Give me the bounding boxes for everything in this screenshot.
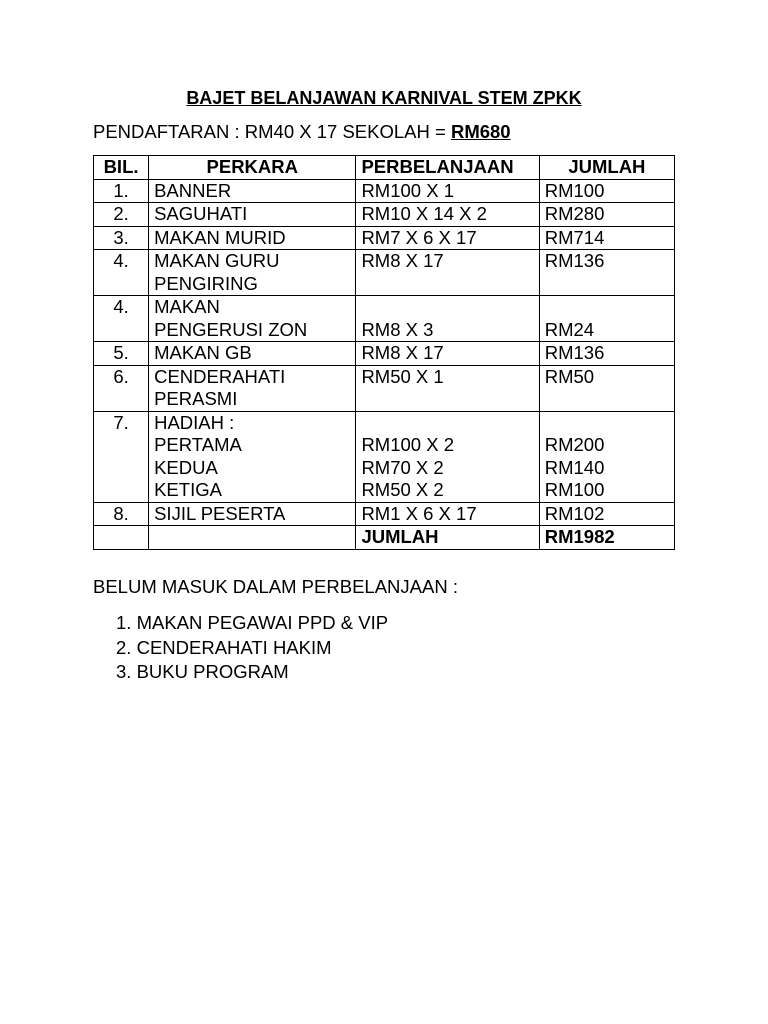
cell-perkara-line: PERASMI — [154, 388, 238, 409]
cell-perbelanjaan — [356, 411, 539, 502]
cell-perbelanjaan-line — [361, 296, 533, 319]
table-row — [94, 365, 675, 411]
list-number: 3. — [116, 661, 137, 682]
header-perbelanjaan: PERBELANJAAN — [356, 156, 539, 180]
cell-perkara-line: PENGIRING — [154, 272, 258, 294]
cell-perkara-line: PERTAMA — [154, 434, 242, 455]
cell-jumlah — [539, 179, 674, 203]
cell-jumlah-line: RM100 — [544, 479, 605, 500]
table-row — [94, 502, 675, 526]
list-text: CENDERAHATI HAKIM — [136, 636, 332, 658]
cell-jumlah-line: RM50 — [544, 365, 595, 387]
cell-perbelanjaan-line: RM8 X 3 — [361, 318, 434, 340]
table-row — [94, 226, 675, 250]
exclusion-list — [116, 611, 388, 685]
cell-jumlah-line: RM136 — [544, 250, 605, 271]
list-number: 1. — [116, 612, 137, 633]
budget-table-body — [94, 179, 675, 526]
footer-empty-bil — [94, 526, 149, 550]
cell-perbelanjaan-line: RM8 X 17 — [361, 342, 444, 363]
cell-jumlah-line: RM140 — [544, 456, 605, 478]
header-jumlah: JUMLAH — [539, 156, 674, 180]
cell-bil: 6. — [94, 365, 149, 411]
exclusion-list-item — [116, 611, 388, 636]
cell-perkara — [149, 502, 356, 526]
cell-perkara-line: HADIAH : — [154, 411, 235, 433]
cell-perkara — [149, 203, 356, 227]
cell-perkara-line: SAGUHATI — [154, 203, 248, 224]
cell-perbelanjaan — [356, 226, 539, 250]
registration-text: PENDAFTARAN : RM40 X 17 SEKOLAH = — [93, 121, 451, 142]
cell-perkara-line: MAKAN MURID — [154, 226, 286, 248]
cell-jumlah — [539, 226, 674, 250]
cell-perbelanjaan — [356, 365, 539, 411]
cell-perbelanjaan-line: RM8 X 17 — [361, 250, 444, 271]
budget-table — [93, 155, 675, 550]
cell-bil: 1. — [94, 179, 149, 203]
exclusion-list-item — [116, 660, 388, 685]
cell-perkara-line: KEDUA — [154, 456, 218, 478]
cell-perbelanjaan — [356, 502, 539, 526]
cell-perkara-line: CENDERAHATI — [154, 365, 286, 387]
cell-perkara — [149, 179, 356, 203]
cell-perkara-line: PENGERUSI ZON — [154, 318, 308, 340]
cell-perkara-line: SIJIL PESERTA — [154, 502, 286, 524]
table-footer-row — [94, 526, 675, 550]
registration-line — [93, 121, 511, 143]
document-title: BAJET BELANJAWAN KARNIVAL STEM ZPKK — [186, 88, 582, 108]
cell-jumlah-line: RM100 — [544, 179, 605, 201]
cell-perbelanjaan-line: RM70 X 2 — [361, 456, 444, 478]
cell-jumlah — [539, 411, 674, 502]
cell-perbelanjaan-line: RM50 X 1 — [361, 365, 444, 387]
cell-jumlah-line: RM714 — [544, 226, 605, 248]
cell-perkara-line: MAKAN — [154, 296, 220, 317]
cell-perbelanjaan-line: RM100 X 2 — [361, 434, 454, 455]
cell-jumlah-line: RM200 — [544, 434, 605, 455]
table-header-row — [94, 156, 675, 180]
cell-perkara-line: MAKAN GURU — [154, 250, 280, 271]
list-text: BUKU PROGRAM — [136, 661, 289, 682]
cell-perkara — [149, 250, 356, 296]
registration-total: RM680 — [450, 121, 511, 142]
cell-jumlah — [539, 296, 674, 342]
cell-perbelanjaan — [356, 250, 539, 296]
cell-perbelanjaan-line: RM1 X 6 X 17 — [361, 502, 477, 524]
cell-perbelanjaan — [356, 179, 539, 203]
exclusion-heading: BELUM MASUK DALAM PERBELANJAAN : — [93, 576, 458, 597]
cell-perkara — [149, 411, 356, 502]
cell-jumlah-line — [545, 296, 669, 319]
header-perkara: PERKARA — [149, 156, 356, 180]
cell-bil: 8. — [94, 502, 149, 526]
cell-perbelanjaan-line — [361, 412, 533, 435]
cell-jumlah-line — [545, 412, 669, 435]
cell-perkara — [149, 342, 356, 366]
cell-jumlah — [539, 250, 674, 296]
footer-empty-item — [149, 526, 356, 550]
cell-perbelanjaan-line: RM50 X 2 — [361, 479, 444, 500]
table-row — [94, 296, 675, 342]
cell-perbelanjaan — [356, 296, 539, 342]
table-row — [94, 411, 675, 502]
cell-perkara-line: BANNER — [154, 179, 232, 201]
footer-total-label: JUMLAH — [356, 526, 539, 550]
cell-jumlah — [539, 365, 674, 411]
cell-perkara-line: KETIGA — [154, 479, 222, 500]
header-bil: BIL. — [94, 156, 149, 180]
cell-jumlah — [539, 203, 674, 227]
cell-jumlah-line: RM24 — [544, 318, 595, 340]
cell-jumlah-line: RM136 — [544, 342, 605, 363]
table-row — [94, 179, 675, 203]
cell-bil: 4. — [94, 250, 149, 296]
table-row — [94, 250, 675, 296]
footer-total-value: RM1982 — [539, 526, 674, 550]
cell-bil: 5. — [94, 342, 149, 366]
cell-bil: 7. — [94, 411, 149, 502]
cell-perkara-line: MAKAN GB — [154, 342, 252, 363]
cell-bil: 4. — [94, 296, 149, 342]
table-row — [94, 203, 675, 227]
cell-perbelanjaan — [356, 203, 539, 227]
cell-perbelanjaan-line: RM10 X 14 X 2 — [361, 203, 487, 224]
list-number: 2. — [116, 636, 137, 658]
cell-jumlah-line: RM280 — [544, 203, 605, 224]
cell-perkara — [149, 226, 356, 250]
cell-perbelanjaan — [356, 342, 539, 366]
cell-bil: 3. — [94, 226, 149, 250]
table-row — [94, 342, 675, 366]
cell-perbelanjaan-line: RM7 X 6 X 17 — [361, 226, 477, 248]
list-text: MAKAN PEGAWAI PPD & VIP — [136, 612, 389, 633]
cell-perbelanjaan-line: RM100 X 1 — [361, 179, 454, 201]
cell-perkara — [149, 296, 356, 342]
cell-jumlah — [539, 342, 674, 366]
cell-jumlah-line: RM102 — [544, 502, 605, 524]
cell-bil: 2. — [94, 203, 149, 227]
cell-perkara — [149, 365, 356, 411]
cell-jumlah — [539, 502, 674, 526]
exclusion-list-item — [116, 636, 388, 661]
